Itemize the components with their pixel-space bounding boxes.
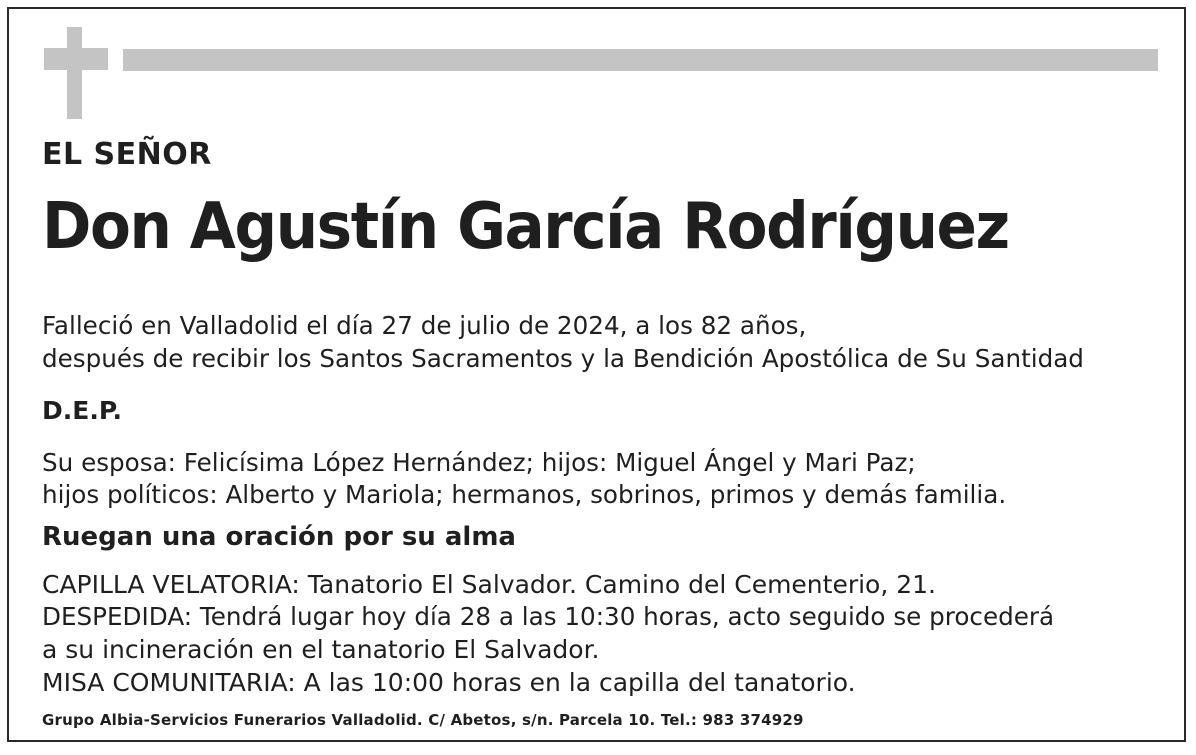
cross-icon (67, 27, 82, 119)
family-line-2: hijos políticos: Alberto y Mariola; hermanos, sobrinos, primos y demás familia. (42, 480, 1007, 509)
announcement-line-2: después de recibir los Santos Sacramentos y la Bendición Apostólica de Su Santidad (42, 344, 1084, 373)
header-rule (123, 49, 1158, 71)
honorific: EL SEÑOR (42, 137, 212, 172)
cross-icon-arm (44, 48, 108, 70)
dep-label: D.E.P. (42, 396, 123, 425)
announcement-line-1: Falleció en Valladolid el día 27 de julio de 2024, a los 82 años, (42, 311, 807, 340)
family-line-1: Su esposa: Felicísima López Hernández; hijos: Miguel Ángel y Mari Paz; (42, 448, 916, 477)
deceased-name: Don Agustín García Rodríguez (42, 190, 1009, 264)
funeral-home-footer: Grupo Albia-Servicios Funerarios Valladolid. C/ Abetos, s/n. Parcela 10. Tel.: 983 374929 (42, 711, 804, 729)
details-line-2: DESPEDIDA: Tendrá lugar hoy día 28 a las 10:30 horas, acto seguido se procederá (42, 602, 1055, 631)
prayer-request: Ruegan una oración por su alma (42, 522, 516, 552)
details-line-3: a su incineración en el tanatorio El Salvador. (42, 635, 600, 664)
details-line-4: MISA COMUNITARIA: A las 10:00 horas en la capilla del tanatorio. (42, 668, 856, 697)
details-line-1: CAPILLA VELATORIA: Tanatorio El Salvador. Camino del Cementerio, 21. (42, 570, 937, 599)
